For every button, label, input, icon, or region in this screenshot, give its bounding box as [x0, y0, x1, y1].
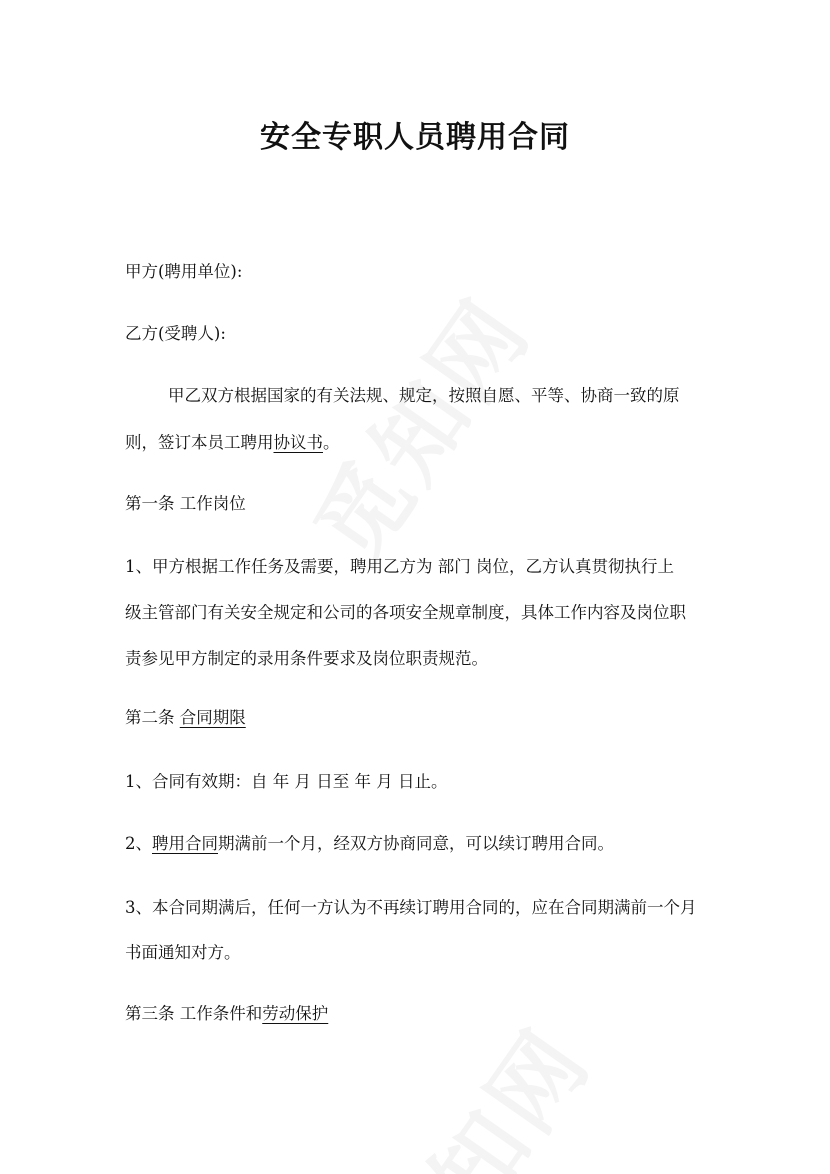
intro-line-1: 甲乙双方根据国家的有关法规、规定，按照自愿、平等、协商一致的原 — [168, 386, 680, 405]
article-3-title-underlined: 劳动保护 — [262, 1004, 329, 1023]
contract-term: 聘用合同 — [152, 834, 218, 853]
party-a-label: 甲方(聘用单位): — [125, 262, 243, 281]
article-2-item-3-line-2: 书面通知对方。 — [125, 943, 241, 962]
watermark — [339, 998, 616, 1174]
watermark — [279, 268, 556, 585]
article-2-item-1: 1、合同有效期：自 年 月 日至 年 月 日止。 — [125, 772, 448, 791]
intro-line-2 — [125, 432, 340, 454]
article-1-para-line-3: 责参见甲方制定的录用条件要求及岗位职责规范。 — [125, 649, 488, 668]
party-b-label: 乙方(受聘人): — [125, 324, 226, 343]
document-title: 安全专职人员聘用合同 — [260, 120, 570, 155]
article-3-heading — [125, 1003, 328, 1025]
article-2-item-3-line-1: 3、本合同期满后，任何一方认为不再续订聘用合同的，应在合同期满前一个月 — [125, 898, 697, 917]
item-text: 期满前一个月，经双方协商同意，可以续订聘用合同。 — [218, 834, 614, 853]
article-2-title: 合同期限 — [179, 708, 246, 727]
article-1-para-line-2: 级主管部门有关安全规定和公司的各项安全规章制度，具体工作内容及岗位职 — [125, 603, 686, 622]
article-2-item-2 — [125, 833, 614, 855]
intro-punct: 。 — [323, 433, 340, 452]
article-2-number: 第二条 — [125, 708, 180, 727]
agreement-term: 协议书 — [273, 433, 323, 452]
intro-text: 则，签订本员工聘用 — [125, 433, 274, 452]
article-3-title-pre: 第三条 工作条件和 — [125, 1004, 263, 1023]
article-1-heading: 第一条 工作岗位 — [125, 494, 246, 513]
article-2-heading — [125, 707, 246, 729]
item-number: 2、 — [125, 834, 152, 853]
article-1-para-line-1: 1、甲方根据工作任务及需要，聘用乙方为 部门 岗位，乙方认真贯彻执行上 — [125, 557, 674, 576]
